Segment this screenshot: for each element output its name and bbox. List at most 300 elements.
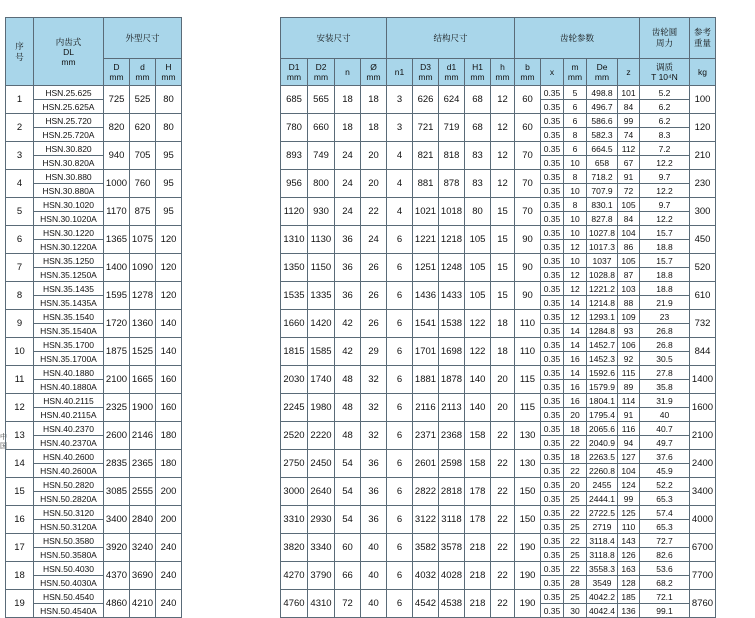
cell-force: 15.7 (640, 226, 690, 240)
cell-x: 0.35 (541, 212, 564, 226)
cell-z: 125 (618, 506, 640, 520)
cell-m: 6 (564, 100, 587, 114)
cell-H: 95 (156, 170, 182, 198)
cell-De: 4042.2 (587, 590, 618, 604)
cell-m: 12 (564, 282, 587, 296)
cell-z: 91 (618, 170, 640, 184)
margin-mark: 中 国 (0, 434, 7, 450)
header-force-title-label: 齿轮圆周力 (651, 27, 678, 48)
table-row (6, 534, 182, 548)
cell-h: 15 (491, 282, 515, 310)
cell-phi: 32 (361, 422, 387, 450)
cell-H: 120 (156, 254, 182, 282)
cell-n1: 6 (387, 310, 413, 338)
cell-phi: 40 (361, 534, 387, 562)
table-row (281, 114, 716, 128)
cell-D3: 3122 (413, 506, 439, 534)
cell-x: 0.35 (541, 100, 564, 114)
cell-h: 22 (491, 478, 515, 506)
cell-D3: 821 (413, 142, 439, 170)
cell-z: 106 (618, 338, 640, 352)
cell-D1: 2245 (281, 394, 308, 422)
cell-x: 0.35 (541, 562, 564, 576)
cell-D1: 1535 (281, 282, 308, 310)
cell-h: 22 (491, 562, 515, 590)
cell-h: 22 (491, 422, 515, 450)
cell-m: 20 (564, 408, 587, 422)
cell-d1: 3578 (439, 534, 465, 562)
header-force-title (640, 18, 690, 59)
cell-d: 1525 (130, 338, 156, 366)
cell-n1: 6 (387, 394, 413, 422)
right-spec-table (280, 17, 716, 618)
cell-h: 12 (491, 170, 515, 198)
cell-D2: 2220 (308, 422, 335, 450)
cell-model: HSN.40.2370 (34, 422, 104, 436)
cell-m: 6 (564, 142, 587, 156)
cell-De: 3558.3 (587, 562, 618, 576)
cell-phi: 26 (361, 310, 387, 338)
cell-weight: 3400 (690, 478, 716, 506)
cell-phi: 18 (361, 114, 387, 142)
cell-x: 0.35 (541, 338, 564, 352)
cell-z: 114 (618, 394, 640, 408)
cell-De: 2719 (587, 520, 618, 534)
cell-x: 0.35 (541, 170, 564, 184)
cell-D3: 4032 (413, 562, 439, 590)
cell-d1: 2368 (439, 422, 465, 450)
cell-force: 72.1 (640, 590, 690, 604)
cell-H: 80 (156, 86, 182, 114)
cell-m: 10 (564, 184, 587, 198)
table-row (6, 366, 182, 380)
table-row (281, 366, 716, 380)
cell-d1: 2113 (439, 394, 465, 422)
cell-H1: 158 (465, 422, 491, 450)
cell-phi: 36 (361, 478, 387, 506)
cell-model: HSN.40.2115A (34, 408, 104, 422)
cell-force: 18.8 (640, 268, 690, 282)
cell-model: HSN.35.1700 (34, 338, 104, 352)
cell-model: HSN.35.1250 (34, 254, 104, 268)
header-gear: 齿轮参数 (515, 18, 640, 59)
cell-seq: 7 (6, 254, 34, 282)
cell-D3: 2116 (413, 394, 439, 422)
cell-D: 3400 (104, 506, 130, 534)
cell-weight: 8760 (690, 590, 716, 618)
cell-De: 830.1 (587, 198, 618, 212)
table-row (281, 198, 716, 212)
cell-x: 0.35 (541, 324, 564, 338)
cell-d1: 1218 (439, 226, 465, 254)
cell-d: 4210 (130, 590, 156, 618)
cell-z: 87 (618, 268, 640, 282)
cell-z: 86 (618, 240, 640, 254)
table-row (6, 590, 182, 604)
cell-D1: 2750 (281, 450, 308, 478)
table-row (281, 478, 716, 492)
cell-z: 88 (618, 296, 640, 310)
cell-D: 2325 (104, 394, 130, 422)
cell-H1: 68 (465, 86, 491, 114)
cell-force: 12.2 (640, 156, 690, 170)
cell-x: 0.35 (541, 142, 564, 156)
cell-force: 65.3 (640, 492, 690, 506)
cell-model: HSN.30.820 (34, 142, 104, 156)
cell-n: 36 (335, 282, 361, 310)
cell-model: HSN.30.1220A (34, 240, 104, 254)
cell-m: 8 (564, 128, 587, 142)
cell-b: 115 (515, 394, 541, 422)
cell-weight: 230 (690, 170, 716, 198)
cell-h: 15 (491, 198, 515, 226)
cell-weight: 450 (690, 226, 716, 254)
cell-m: 18 (564, 450, 587, 464)
cell-D: 725 (104, 86, 130, 114)
cell-phi: 36 (361, 450, 387, 478)
header-D3-unit: mm (418, 72, 433, 82)
header-x: x (541, 59, 564, 86)
cell-m: 22 (564, 436, 587, 450)
cell-force: 9.7 (640, 198, 690, 212)
cell-H1: 140 (465, 366, 491, 394)
cell-m: 22 (564, 506, 587, 520)
cell-n: 24 (335, 142, 361, 170)
cell-D2: 1150 (308, 254, 335, 282)
cell-n: 18 (335, 114, 361, 142)
cell-d1: 1698 (439, 338, 465, 366)
cell-D1: 3310 (281, 506, 308, 534)
header-n: n (335, 59, 361, 86)
table-row (281, 310, 716, 324)
cell-m: 12 (564, 268, 587, 282)
cell-force: 12.2 (640, 212, 690, 226)
cell-D: 2100 (104, 366, 130, 394)
cell-m: 20 (564, 478, 587, 492)
cell-model: HSN.30.1020 (34, 198, 104, 212)
cell-model: HSN.40.1880A (34, 380, 104, 394)
cell-phi: 18 (361, 86, 387, 114)
header-D3-label: D3 (420, 62, 431, 72)
cell-force: 5.2 (640, 86, 690, 100)
cell-phi: 26 (361, 282, 387, 310)
cell-d1: 4538 (439, 590, 465, 618)
cell-m: 16 (564, 352, 587, 366)
cell-force: 12.2 (640, 184, 690, 198)
cell-m: 10 (564, 226, 587, 240)
table-row (6, 198, 182, 212)
cell-x: 0.35 (541, 548, 564, 562)
cell-De: 586.6 (587, 114, 618, 128)
cell-x: 0.35 (541, 408, 564, 422)
cell-force: 40 (640, 408, 690, 422)
cell-D: 4860 (104, 590, 130, 618)
header-H-unit: mm (161, 72, 176, 82)
cell-x: 0.35 (541, 240, 564, 254)
cell-b: 90 (515, 226, 541, 254)
cell-phi: 36 (361, 506, 387, 534)
cell-z: 127 (618, 450, 640, 464)
cell-D: 1875 (104, 338, 130, 366)
cell-De: 2065.6 (587, 422, 618, 436)
cell-model: HSN.50.2820 (34, 478, 104, 492)
cell-n: 54 (335, 506, 361, 534)
cell-D2: 1585 (308, 338, 335, 366)
cell-De: 1804.1 (587, 394, 618, 408)
cell-D2: 565 (308, 86, 335, 114)
cell-x: 0.35 (541, 492, 564, 506)
cell-z: 110 (618, 520, 640, 534)
cell-D: 1720 (104, 310, 130, 338)
cell-z: 136 (618, 604, 640, 618)
cell-n1: 6 (387, 422, 413, 450)
table-row (281, 282, 716, 296)
header-D2 (308, 59, 335, 86)
header-D-unit: mm (109, 72, 124, 82)
cell-n: 54 (335, 450, 361, 478)
cell-d1: 2598 (439, 450, 465, 478)
cell-m: 5 (564, 86, 587, 100)
cell-D: 1000 (104, 170, 130, 198)
cell-x: 0.35 (541, 380, 564, 394)
header-dl-title: 内齿式 (55, 36, 82, 47)
cell-m: 6 (564, 114, 587, 128)
cell-D1: 3000 (281, 478, 308, 506)
cell-D3: 2822 (413, 478, 439, 506)
cell-m: 14 (564, 366, 587, 380)
cell-d: 2365 (130, 450, 156, 478)
header-H1 (465, 59, 491, 86)
cell-De: 1795.4 (587, 408, 618, 422)
cell-H1: 105 (465, 254, 491, 282)
cell-z: 99 (618, 114, 640, 128)
cell-force: 26.8 (640, 338, 690, 352)
cell-De: 4042.4 (587, 604, 618, 618)
cell-D2: 1420 (308, 310, 335, 338)
cell-force: 8.3 (640, 128, 690, 142)
cell-d: 525 (130, 86, 156, 114)
cell-seq: 11 (6, 366, 34, 394)
header-m (564, 59, 587, 86)
cell-z: 89 (618, 380, 640, 394)
cell-b: 115 (515, 366, 541, 394)
cell-n: 48 (335, 366, 361, 394)
cell-d: 1665 (130, 366, 156, 394)
cell-h: 22 (491, 590, 515, 618)
header-De-label: De (596, 62, 608, 72)
table-row (6, 282, 182, 296)
cell-model: HSN.40.2370A (34, 436, 104, 450)
cell-De: 707.9 (587, 184, 618, 198)
cell-De: 1214.8 (587, 296, 618, 310)
cell-z: 143 (618, 534, 640, 548)
cell-model: HSN.25.625 (34, 86, 104, 100)
table-row (6, 170, 182, 184)
header-seq (6, 18, 34, 86)
table-row (281, 226, 716, 240)
cell-n: 48 (335, 422, 361, 450)
cell-D2: 2450 (308, 450, 335, 478)
cell-x: 0.35 (541, 576, 564, 590)
cell-De: 582.3 (587, 128, 618, 142)
cell-h: 15 (491, 254, 515, 282)
table-row (6, 394, 182, 408)
cell-weight: 7700 (690, 562, 716, 590)
cell-n: 24 (335, 170, 361, 198)
table-row (6, 450, 182, 464)
cell-D: 2600 (104, 422, 130, 450)
cell-weight: 520 (690, 254, 716, 282)
cell-H1: 158 (465, 450, 491, 478)
cell-m: 8 (564, 198, 587, 212)
cell-d: 2146 (130, 422, 156, 450)
cell-H: 240 (156, 562, 182, 590)
header-De-unit: mm (594, 72, 610, 82)
cell-D1: 4270 (281, 562, 308, 590)
cell-n1: 3 (387, 114, 413, 142)
cell-d: 1900 (130, 394, 156, 422)
cell-h: 15 (491, 226, 515, 254)
cell-D: 1170 (104, 198, 130, 226)
cell-d: 760 (130, 170, 156, 198)
cell-seq: 13 (6, 422, 34, 450)
cell-z: 163 (618, 562, 640, 576)
cell-n: 54 (335, 478, 361, 506)
cell-model: HSN.40.1880 (34, 366, 104, 380)
cell-b: 70 (515, 170, 541, 198)
header-m-unit: mm (567, 72, 583, 82)
header-force-unit-label: T 10⁴N (651, 72, 678, 82)
cell-seq: 2 (6, 114, 34, 142)
cell-force: 23 (640, 310, 690, 324)
table-row (281, 394, 716, 408)
cell-model: HSN.35.1540A (34, 324, 104, 338)
cell-H1: 83 (465, 142, 491, 170)
cell-z: 104 (618, 226, 640, 240)
cell-h: 20 (491, 366, 515, 394)
cell-phi: 26 (361, 254, 387, 282)
header-D1-label: D1 (288, 62, 300, 72)
cell-d: 2840 (130, 506, 156, 534)
cell-De: 718.2 (587, 170, 618, 184)
cell-H: 95 (156, 142, 182, 170)
cell-x: 0.35 (541, 352, 564, 366)
table-row (6, 254, 182, 268)
cell-weight: 6700 (690, 534, 716, 562)
table-row (281, 170, 716, 184)
cell-H: 80 (156, 114, 182, 142)
header-H-label: H (165, 62, 172, 72)
cell-b: 130 (515, 422, 541, 450)
cell-force: 37.6 (640, 450, 690, 464)
cell-De: 827.8 (587, 212, 618, 226)
cell-d1: 878 (439, 170, 465, 198)
cell-H1: 105 (465, 282, 491, 310)
cell-z: 91 (618, 408, 640, 422)
cell-x: 0.35 (541, 478, 564, 492)
cell-De: 1592.6 (587, 366, 618, 380)
cell-m: 12 (564, 310, 587, 324)
cell-b: 150 (515, 478, 541, 506)
cell-model: HSN.35.1435A (34, 296, 104, 310)
cell-force: 45.9 (640, 464, 690, 478)
cell-H1: 178 (465, 478, 491, 506)
cell-m: 10 (564, 156, 587, 170)
cell-d: 3240 (130, 534, 156, 562)
cell-H: 240 (156, 590, 182, 618)
cell-seq: 18 (6, 562, 34, 590)
cell-D2: 3790 (308, 562, 335, 590)
cell-m: 14 (564, 324, 587, 338)
cell-h: 20 (491, 394, 515, 422)
cell-force: 68.2 (640, 576, 690, 590)
cell-d: 1360 (130, 310, 156, 338)
cell-De: 2444.1 (587, 492, 618, 506)
cell-weight: 120 (690, 114, 716, 142)
cell-model: HSN.35.1540 (34, 310, 104, 324)
cell-d1: 1018 (439, 198, 465, 226)
cell-D: 3085 (104, 478, 130, 506)
cell-H: 200 (156, 478, 182, 506)
cell-H1: 80 (465, 198, 491, 226)
cell-H: 180 (156, 422, 182, 450)
cell-H1: 68 (465, 114, 491, 142)
cell-h: 18 (491, 338, 515, 366)
cell-z: 112 (618, 142, 640, 156)
cell-force: 26.8 (640, 324, 690, 338)
cell-m: 16 (564, 380, 587, 394)
cell-n: 42 (335, 310, 361, 338)
header-phi-unit: mm (366, 72, 381, 82)
cell-n: 42 (335, 338, 361, 366)
cell-n1: 6 (387, 282, 413, 310)
cell-n1: 6 (387, 254, 413, 282)
cell-D2: 749 (308, 142, 335, 170)
cell-b: 130 (515, 450, 541, 478)
header-h (491, 59, 515, 86)
cell-h: 12 (491, 86, 515, 114)
header-d1-label: d1 (446, 62, 457, 72)
cell-D: 1400 (104, 254, 130, 282)
cell-b: 60 (515, 114, 541, 142)
table-row (281, 86, 716, 100)
cell-m: 30 (564, 604, 587, 618)
header-h-unit: mm (495, 72, 510, 82)
cell-D3: 1251 (413, 254, 439, 282)
cell-z: 67 (618, 156, 640, 170)
cell-weight: 610 (690, 282, 716, 310)
header-install: 安装尺寸 (281, 18, 387, 59)
cell-x: 0.35 (541, 366, 564, 380)
cell-De: 2263.5 (587, 450, 618, 464)
header-n1: n1 (387, 59, 413, 86)
cell-m: 22 (564, 534, 587, 548)
cell-D: 4370 (104, 562, 130, 590)
cell-n: 36 (335, 254, 361, 282)
cell-model: HSN.30.1220 (34, 226, 104, 240)
header-phi-label: Ø (370, 62, 377, 72)
cell-x: 0.35 (541, 604, 564, 618)
cell-m: 14 (564, 338, 587, 352)
cell-x: 0.35 (541, 254, 564, 268)
header-D2-label: D2 (315, 62, 327, 72)
cell-De: 664.5 (587, 142, 618, 156)
cell-z: 105 (618, 254, 640, 268)
cell-z: 109 (618, 310, 640, 324)
cell-d1: 818 (439, 142, 465, 170)
cell-seq: 3 (6, 142, 34, 170)
cell-z: 84 (618, 212, 640, 226)
